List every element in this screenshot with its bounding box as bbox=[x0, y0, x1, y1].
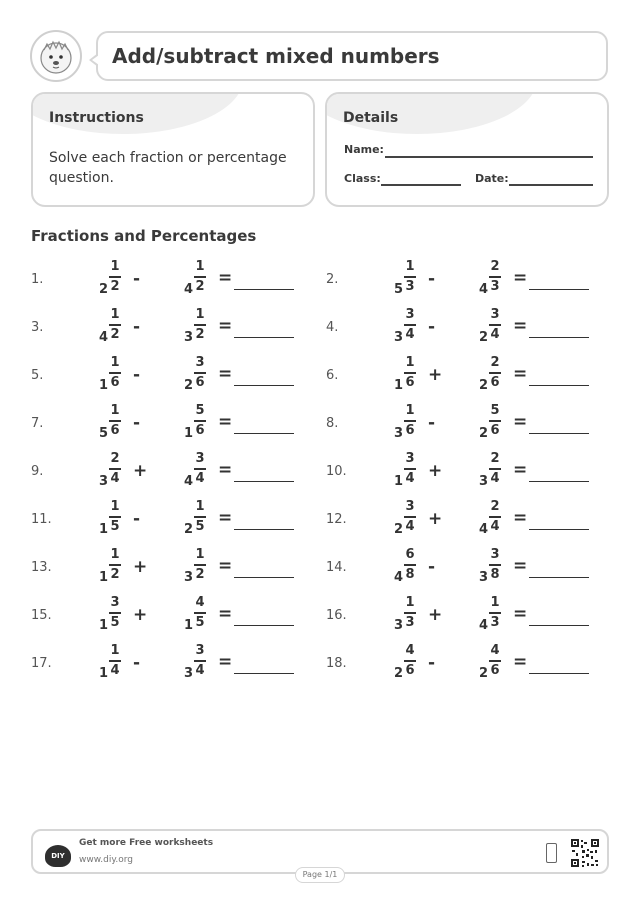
operator-sign: - bbox=[428, 413, 436, 433]
equals-sign: = bbox=[513, 604, 528, 624]
second-mixed-number-fraction-bar bbox=[489, 324, 501, 326]
first-mixed-number-denominator: 2 bbox=[110, 327, 120, 342]
answer-line[interactable] bbox=[234, 673, 294, 674]
equals-sign: = bbox=[218, 364, 233, 384]
date-label: Date: bbox=[475, 172, 509, 185]
second-mixed-number-denominator: 6 bbox=[195, 375, 205, 390]
operator-sign: - bbox=[428, 317, 436, 337]
first-mixed-number-whole: 2 bbox=[394, 522, 404, 537]
second-mixed-number-fraction-bar bbox=[194, 516, 206, 518]
question-number: 5. bbox=[31, 368, 44, 383]
first-mixed-number-numerator: 1 bbox=[405, 259, 415, 274]
second-mixed-number-denominator: 6 bbox=[490, 375, 500, 390]
first-mixed-number-whole: 5 bbox=[394, 282, 404, 297]
date-field[interactable] bbox=[509, 184, 593, 186]
operator-sign: - bbox=[428, 557, 436, 577]
equals-sign: = bbox=[513, 652, 528, 672]
operator-sign: + bbox=[428, 365, 443, 385]
equals-sign: = bbox=[218, 268, 233, 288]
question-number: 9. bbox=[31, 464, 44, 479]
second-mixed-number-denominator: 6 bbox=[490, 663, 500, 678]
operator-sign: - bbox=[428, 653, 436, 673]
second-mixed-number-numerator: 1 bbox=[195, 547, 205, 562]
second-mixed-number-numerator: 4 bbox=[195, 595, 205, 610]
answer-line[interactable] bbox=[529, 529, 589, 530]
first-mixed-number-denominator: 6 bbox=[405, 375, 415, 390]
first-mixed-number-numerator: 1 bbox=[405, 355, 415, 370]
operator-sign: + bbox=[133, 461, 148, 481]
first-mixed-number-whole: 2 bbox=[99, 282, 109, 297]
answer-line[interactable] bbox=[529, 673, 589, 674]
first-mixed-number-denominator: 8 bbox=[405, 567, 415, 582]
class-label: Class: bbox=[344, 172, 381, 185]
question-number: 8. bbox=[326, 416, 339, 431]
second-mixed-number-denominator: 3 bbox=[490, 279, 500, 294]
operator-sign: - bbox=[133, 365, 141, 385]
second-mixed-number-denominator: 8 bbox=[490, 567, 500, 582]
question-number: 16. bbox=[326, 608, 347, 623]
second-mixed-number-numerator: 3 bbox=[490, 307, 500, 322]
first-mixed-number-denominator: 6 bbox=[110, 423, 120, 438]
first-mixed-number-numerator: 4 bbox=[405, 643, 415, 658]
first-mixed-number-denominator: 4 bbox=[405, 327, 415, 342]
first-mixed-number-fraction-bar bbox=[109, 612, 121, 614]
first-mixed-number-numerator: 1 bbox=[110, 547, 120, 562]
qr-code-icon bbox=[570, 838, 600, 868]
second-mixed-number-denominator: 4 bbox=[490, 327, 500, 342]
second-mixed-number-whole: 3 bbox=[184, 330, 194, 345]
title-bubble bbox=[96, 31, 608, 81]
name-label: Name: bbox=[344, 143, 384, 156]
answer-line[interactable] bbox=[234, 529, 294, 530]
first-mixed-number-fraction-bar bbox=[404, 468, 416, 470]
first-mixed-number-denominator: 4 bbox=[405, 471, 415, 486]
equals-sign: = bbox=[513, 268, 528, 288]
first-mixed-number-fraction-bar bbox=[404, 564, 416, 566]
first-mixed-number-whole: 1 bbox=[394, 378, 404, 393]
first-mixed-number-whole: 3 bbox=[394, 618, 404, 633]
question-number: 14. bbox=[326, 560, 347, 575]
first-mixed-number-denominator: 3 bbox=[405, 615, 415, 630]
question-number: 3. bbox=[31, 320, 44, 335]
answer-line[interactable] bbox=[529, 481, 589, 482]
question-number: 4. bbox=[326, 320, 339, 335]
second-mixed-number-fraction-bar bbox=[194, 372, 206, 374]
first-mixed-number-whole: 1 bbox=[394, 474, 404, 489]
first-mixed-number-whole: 3 bbox=[394, 330, 404, 345]
second-mixed-number-numerator: 1 bbox=[490, 595, 500, 610]
second-mixed-number-numerator: 3 bbox=[195, 643, 205, 658]
section-heading: Fractions and Percentages bbox=[31, 227, 257, 245]
first-mixed-number-fraction-bar bbox=[404, 372, 416, 374]
first-mixed-number-denominator: 6 bbox=[405, 663, 415, 678]
second-mixed-number-denominator: 2 bbox=[195, 327, 205, 342]
first-mixed-number-denominator: 2 bbox=[110, 279, 120, 294]
second-mixed-number-numerator: 2 bbox=[490, 259, 500, 274]
answer-line[interactable] bbox=[234, 481, 294, 482]
first-mixed-number-numerator: 1 bbox=[110, 643, 120, 658]
instructions-panel bbox=[31, 92, 315, 207]
first-mixed-number-denominator: 5 bbox=[110, 519, 120, 534]
second-mixed-number-numerator: 2 bbox=[490, 355, 500, 370]
second-mixed-number-fraction-bar bbox=[489, 612, 501, 614]
second-mixed-number-fraction-bar bbox=[489, 516, 501, 518]
first-mixed-number-numerator: 1 bbox=[110, 307, 120, 322]
equals-sign: = bbox=[218, 460, 233, 480]
class-field[interactable] bbox=[381, 184, 461, 186]
first-mixed-number-whole: 4 bbox=[394, 570, 404, 585]
answer-line[interactable] bbox=[234, 385, 294, 386]
phone-icon bbox=[546, 843, 557, 863]
question-number: 17. bbox=[31, 656, 52, 671]
first-mixed-number-denominator: 4 bbox=[110, 663, 120, 678]
answer-line[interactable] bbox=[234, 337, 294, 338]
answer-line[interactable] bbox=[529, 289, 589, 290]
question-number: 18. bbox=[326, 656, 347, 671]
second-mixed-number-numerator: 2 bbox=[490, 451, 500, 466]
first-mixed-number-whole: 1 bbox=[99, 666, 109, 681]
second-mixed-number-denominator: 6 bbox=[490, 423, 500, 438]
second-mixed-number-numerator: 1 bbox=[195, 259, 205, 274]
second-mixed-number-denominator: 4 bbox=[195, 663, 205, 678]
first-mixed-number-fraction-bar bbox=[109, 660, 121, 662]
second-mixed-number-fraction-bar bbox=[489, 660, 501, 662]
answer-line[interactable] bbox=[529, 577, 589, 578]
equals-sign: = bbox=[218, 652, 233, 672]
first-mixed-number-numerator: 1 bbox=[110, 403, 120, 418]
first-mixed-number-whole: 1 bbox=[99, 570, 109, 585]
second-mixed-number-denominator: 4 bbox=[490, 519, 500, 534]
second-mixed-number-numerator: 5 bbox=[195, 403, 205, 418]
first-mixed-number-numerator: 1 bbox=[110, 499, 120, 514]
equals-sign: = bbox=[513, 460, 528, 480]
second-mixed-number-whole: 3 bbox=[479, 570, 489, 585]
details-panel bbox=[325, 92, 609, 207]
first-mixed-number-whole: 4 bbox=[99, 330, 109, 345]
first-mixed-number-whole: 1 bbox=[99, 522, 109, 537]
question-number: 15. bbox=[31, 608, 52, 623]
instructions-heading: Instructions bbox=[49, 110, 144, 126]
second-mixed-number-whole: 1 bbox=[184, 426, 194, 441]
second-mixed-number-fraction-bar bbox=[194, 660, 206, 662]
first-mixed-number-fraction-bar bbox=[109, 564, 121, 566]
second-mixed-number-numerator: 3 bbox=[195, 451, 205, 466]
operator-sign: - bbox=[133, 317, 141, 337]
details-heading: Details bbox=[343, 110, 399, 126]
second-mixed-number-denominator: 6 bbox=[195, 423, 205, 438]
second-mixed-number-numerator: 3 bbox=[195, 355, 205, 370]
first-mixed-number-numerator: 2 bbox=[110, 451, 120, 466]
second-mixed-number-denominator: 5 bbox=[195, 615, 205, 630]
equals-sign: = bbox=[513, 556, 528, 576]
first-mixed-number-denominator: 6 bbox=[405, 423, 415, 438]
answer-line[interactable] bbox=[529, 337, 589, 338]
second-mixed-number-numerator: 1 bbox=[195, 307, 205, 322]
question-number: 7. bbox=[31, 416, 44, 431]
second-mixed-number-fraction-bar bbox=[489, 276, 501, 278]
question-number: 2. bbox=[326, 272, 339, 287]
second-mixed-number-whole: 4 bbox=[184, 474, 194, 489]
equals-sign: = bbox=[218, 556, 233, 576]
operator-sign: - bbox=[428, 269, 436, 289]
second-mixed-number-denominator: 5 bbox=[195, 519, 205, 534]
second-mixed-number-fraction-bar bbox=[489, 372, 501, 374]
second-mixed-number-denominator: 2 bbox=[195, 567, 205, 582]
second-mixed-number-whole: 2 bbox=[184, 522, 194, 537]
equals-sign: = bbox=[513, 508, 528, 528]
first-mixed-number-fraction-bar bbox=[404, 276, 416, 278]
question-number: 12. bbox=[326, 512, 347, 527]
first-mixed-number-denominator: 4 bbox=[405, 519, 415, 534]
first-mixed-number-fraction-bar bbox=[404, 516, 416, 518]
operator-sign: - bbox=[133, 269, 141, 289]
instructions-text: Solve each fraction or percentage question. bbox=[49, 150, 287, 186]
second-mixed-number-fraction-bar bbox=[194, 324, 206, 326]
page-indicator: Page 1/1 bbox=[295, 867, 345, 883]
operator-sign: + bbox=[133, 557, 148, 577]
equals-sign: = bbox=[513, 364, 528, 384]
second-mixed-number-whole: 4 bbox=[184, 282, 194, 297]
first-mixed-number-denominator: 6 bbox=[110, 375, 120, 390]
first-mixed-number-numerator: 6 bbox=[405, 547, 415, 562]
first-mixed-number-numerator: 1 bbox=[110, 355, 120, 370]
question-number: 11. bbox=[31, 512, 52, 527]
second-mixed-number-denominator: 4 bbox=[490, 471, 500, 486]
first-mixed-number-whole: 3 bbox=[99, 474, 109, 489]
first-mixed-number-numerator: 1 bbox=[110, 259, 120, 274]
second-mixed-number-whole: 4 bbox=[479, 522, 489, 537]
first-mixed-number-numerator: 1 bbox=[405, 403, 415, 418]
second-mixed-number-whole: 3 bbox=[184, 666, 194, 681]
first-mixed-number-denominator: 5 bbox=[110, 615, 120, 630]
page-title: Add/subtract mixed numbers bbox=[112, 44, 440, 68]
answer-line[interactable] bbox=[234, 625, 294, 626]
first-mixed-number-fraction-bar bbox=[109, 276, 121, 278]
first-mixed-number-fraction-bar bbox=[109, 516, 121, 518]
name-field[interactable] bbox=[385, 156, 593, 158]
first-mixed-number-fraction-bar bbox=[404, 660, 416, 662]
answer-line[interactable] bbox=[234, 289, 294, 290]
first-mixed-number-whole: 2 bbox=[394, 666, 404, 681]
first-mixed-number-numerator: 3 bbox=[405, 451, 415, 466]
first-mixed-number-fraction-bar bbox=[109, 372, 121, 374]
first-mixed-number-numerator: 3 bbox=[405, 307, 415, 322]
second-mixed-number-fraction-bar bbox=[489, 564, 501, 566]
operator-sign: + bbox=[428, 461, 443, 481]
first-mixed-number-numerator: 1 bbox=[405, 595, 415, 610]
question-number: 10. bbox=[326, 464, 347, 479]
second-mixed-number-whole: 2 bbox=[479, 378, 489, 393]
second-mixed-number-fraction-bar bbox=[489, 420, 501, 422]
footer-url[interactable]: www.diy.org bbox=[79, 855, 133, 865]
equals-sign: = bbox=[513, 412, 528, 432]
equals-sign: = bbox=[513, 316, 528, 336]
first-mixed-number-numerator: 3 bbox=[110, 595, 120, 610]
second-mixed-number-numerator: 1 bbox=[195, 499, 205, 514]
second-mixed-number-numerator: 2 bbox=[490, 499, 500, 514]
second-mixed-number-whole: 1 bbox=[184, 618, 194, 633]
second-mixed-number-fraction-bar bbox=[194, 468, 206, 470]
first-mixed-number-denominator: 3 bbox=[405, 279, 415, 294]
first-mixed-number-fraction-bar bbox=[109, 468, 121, 470]
equals-sign: = bbox=[218, 316, 233, 336]
answer-line[interactable] bbox=[529, 385, 589, 386]
first-mixed-number-whole: 5 bbox=[99, 426, 109, 441]
answer-line[interactable] bbox=[234, 433, 294, 434]
operator-sign: - bbox=[133, 413, 141, 433]
second-mixed-number-fraction-bar bbox=[194, 564, 206, 566]
second-mixed-number-whole: 2 bbox=[184, 378, 194, 393]
equals-sign: = bbox=[218, 604, 233, 624]
equals-sign: = bbox=[218, 412, 233, 432]
first-mixed-number-fraction-bar bbox=[109, 420, 121, 422]
second-mixed-number-denominator: 2 bbox=[195, 279, 205, 294]
operator-sign: + bbox=[133, 605, 148, 625]
operator-sign: - bbox=[133, 509, 141, 529]
first-mixed-number-fraction-bar bbox=[109, 324, 121, 326]
second-mixed-number-denominator: 4 bbox=[195, 471, 205, 486]
first-mixed-number-denominator: 4 bbox=[110, 471, 120, 486]
first-mixed-number-whole: 1 bbox=[99, 618, 109, 633]
first-mixed-number-fraction-bar bbox=[404, 420, 416, 422]
answer-line[interactable] bbox=[529, 433, 589, 434]
diy-logo-icon[interactable]: DIY bbox=[45, 845, 71, 867]
second-mixed-number-whole: 3 bbox=[479, 474, 489, 489]
answer-line[interactable] bbox=[529, 625, 589, 626]
first-mixed-number-whole: 3 bbox=[394, 426, 404, 441]
second-mixed-number-whole: 2 bbox=[479, 426, 489, 441]
question-number: 6. bbox=[326, 368, 339, 383]
second-mixed-number-whole: 4 bbox=[479, 282, 489, 297]
first-mixed-number-numerator: 3 bbox=[405, 499, 415, 514]
mascot-avatar-icon bbox=[30, 30, 82, 82]
operator-sign: - bbox=[133, 653, 141, 673]
second-mixed-number-denominator: 3 bbox=[490, 615, 500, 630]
second-mixed-number-fraction-bar bbox=[194, 276, 206, 278]
second-mixed-number-fraction-bar bbox=[194, 612, 206, 614]
first-mixed-number-denominator: 2 bbox=[110, 567, 120, 582]
second-mixed-number-numerator: 4 bbox=[490, 643, 500, 658]
second-mixed-number-whole: 2 bbox=[479, 330, 489, 345]
first-mixed-number-whole: 1 bbox=[99, 378, 109, 393]
second-mixed-number-whole: 3 bbox=[184, 570, 194, 585]
operator-sign: + bbox=[428, 509, 443, 529]
equals-sign: = bbox=[218, 508, 233, 528]
second-mixed-number-numerator: 3 bbox=[490, 547, 500, 562]
question-number: 1. bbox=[31, 272, 44, 287]
second-mixed-number-numerator: 5 bbox=[490, 403, 500, 418]
first-mixed-number-fraction-bar bbox=[404, 612, 416, 614]
second-mixed-number-fraction-bar bbox=[194, 420, 206, 422]
footer-title: Get more Free worksheets bbox=[79, 838, 214, 848]
answer-line[interactable] bbox=[234, 577, 294, 578]
second-mixed-number-whole: 4 bbox=[479, 618, 489, 633]
first-mixed-number-fraction-bar bbox=[404, 324, 416, 326]
second-mixed-number-whole: 2 bbox=[479, 666, 489, 681]
question-number: 13. bbox=[31, 560, 52, 575]
second-mixed-number-fraction-bar bbox=[489, 468, 501, 470]
operator-sign: + bbox=[428, 605, 443, 625]
